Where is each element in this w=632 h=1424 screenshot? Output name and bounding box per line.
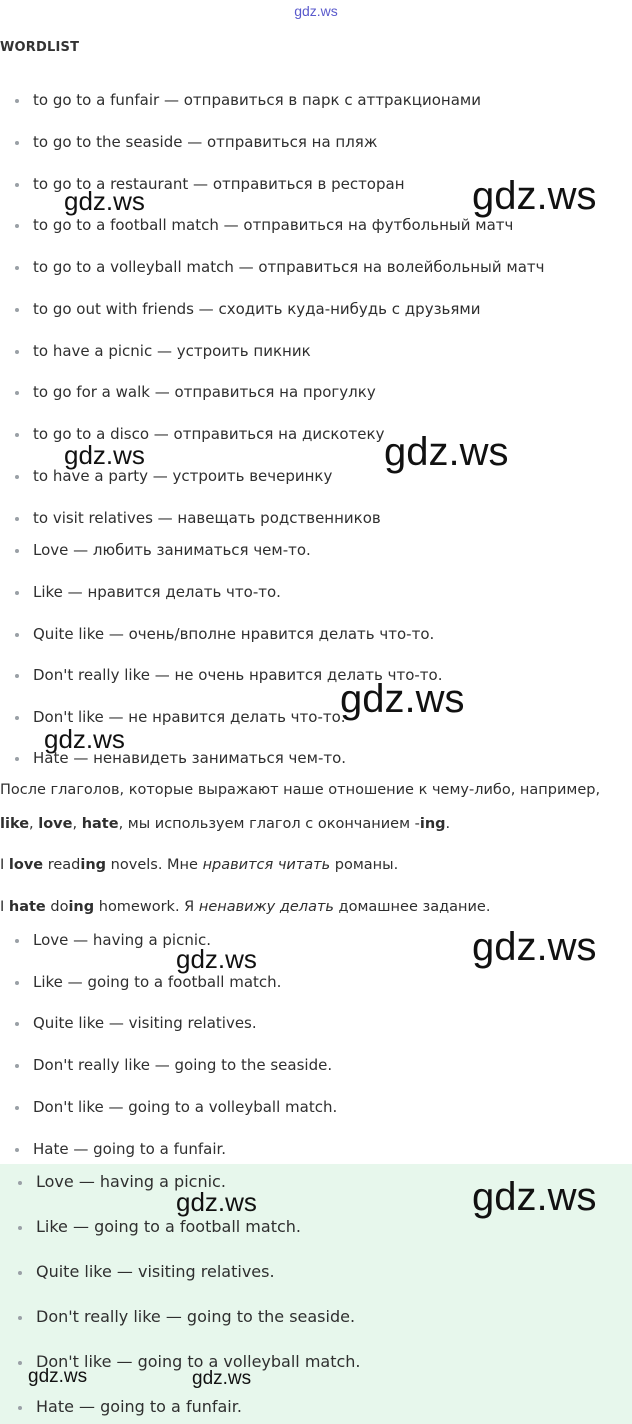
bullet-icon xyxy=(15,1022,19,1026)
bullet-icon xyxy=(15,981,19,985)
grammar-rule-line1: После глаголов, которые выражают наше отношение к чему-либо, например, xyxy=(0,782,601,798)
bullet-icon xyxy=(15,716,19,720)
grammar-rule-line2: like, love, hate, мы используем глагол с окончанием -ing. xyxy=(0,816,451,832)
watermark: gdz.ws xyxy=(340,677,465,721)
bullet-icon xyxy=(15,1064,19,1068)
bullet-icon xyxy=(15,308,19,312)
site-link[interactable]: gdz.ws xyxy=(294,3,338,19)
bullet-icon xyxy=(15,1106,19,1110)
bullet-icon xyxy=(15,224,19,228)
bullet-icon xyxy=(15,391,19,395)
bullet-icon xyxy=(15,517,19,521)
bullet-icon xyxy=(18,1226,22,1230)
bullet-icon xyxy=(15,433,19,437)
watermark: gdz.ws xyxy=(64,186,145,216)
bullet-icon xyxy=(15,757,19,761)
watermark: gdz.ws xyxy=(384,430,509,474)
bullet-icon xyxy=(15,591,19,595)
bullet-icon xyxy=(18,1361,22,1365)
bullet-icon xyxy=(15,1148,19,1152)
watermark: gdz.ws xyxy=(44,724,125,754)
bullet-icon xyxy=(15,350,19,354)
watermark: gdz.ws xyxy=(192,1368,252,1389)
bullet-icon xyxy=(15,475,19,479)
wordlist-heading: WORDLIST xyxy=(0,40,80,55)
bullet-icon xyxy=(18,1181,22,1185)
bullet-icon xyxy=(18,1406,22,1410)
bullet-icon xyxy=(18,1271,22,1275)
watermark: gdz.ws xyxy=(472,925,597,969)
bullet-icon xyxy=(15,183,19,187)
example-sentence-2: I hate doing homework. Я ненавижу делать домашнее задание. xyxy=(0,899,491,915)
watermark: gdz.ws xyxy=(472,174,597,218)
bullet-icon xyxy=(18,1316,22,1320)
bullet-icon xyxy=(15,99,19,103)
watermark: gdz.ws xyxy=(176,944,257,974)
watermark: gdz.ws xyxy=(176,1187,257,1217)
watermark: gdz.ws xyxy=(64,440,145,470)
example-sentence-1: I love reading novels. Мне нравится читать романы. xyxy=(0,857,399,873)
watermark: gdz.ws xyxy=(28,1366,88,1387)
bullet-icon xyxy=(15,939,19,943)
bullet-icon xyxy=(15,633,19,637)
bullet-icon xyxy=(15,674,19,678)
bullet-icon xyxy=(15,141,19,145)
bullet-icon xyxy=(15,549,19,553)
bullet-icon xyxy=(15,266,19,270)
watermark: gdz.ws xyxy=(472,1175,597,1219)
